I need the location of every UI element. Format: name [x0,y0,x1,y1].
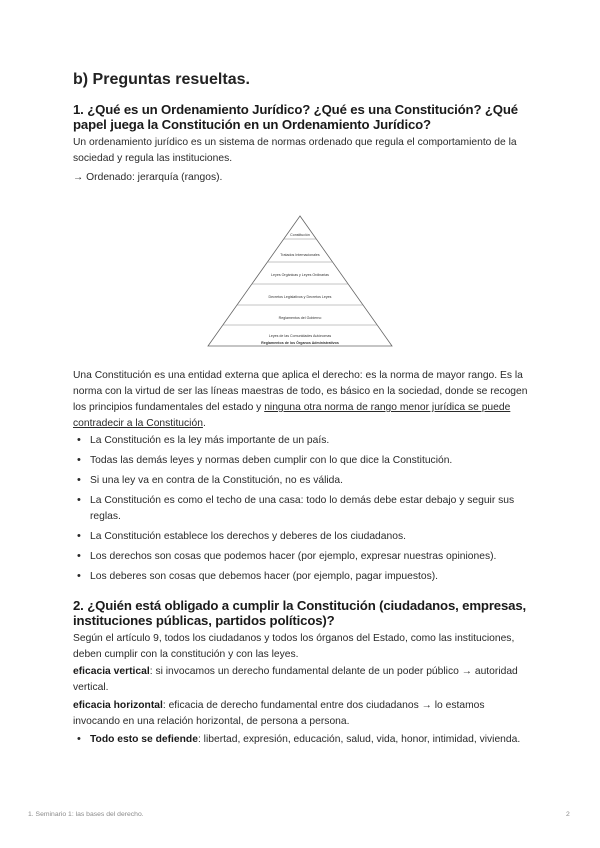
vertical-efficacy-text: : si invocamos un derecho fundamental delante de un poder público → autoridad vertical. [73,666,518,693]
constitution-text: Una Constitución es una entidad externa que aplica el derecho: es la norma de mayor rango. Es la norma con la virtud de ser las líneas maestras de todo, es básico en la sociedad, donde se recogen los principios fundamentales del estado y [73,370,528,413]
footer-document-title: 1. Seminario 1: las bases del derecho. [28,811,144,818]
pyramid-level-3: Leyes Orgánicas y Leyes Ordinarias [271,273,329,277]
list-item [73,732,533,748]
q1-paragraph-definition: Un ordenamiento jurídico es un sistema de normas ordenado que regula el comportamiento de la sociedad y regula las instituciones. [73,137,517,164]
q1-paragraph-constitution [73,368,533,432]
list-item: • La Constitución es como el techo de una casa: todo lo demás debe estar debajo y seguir sus reglas. [73,493,533,524]
pyramid-level-6: Leyes de las Comunidades Autónomas [268,334,332,338]
defended-rights-text: : libertad, expresión, educación, salud, vida, honor, intimidad, vivienda. [197,734,521,745]
list-item: • Todas las demás leyes y normas deben cumplir con lo que dice la Constitución. [73,453,533,469]
q1-bullet-list [73,433,533,589]
question-2-heading: 2. ¿Quién está obligado a cumplir la Constitución (ciudadanos, empresas, instituciones públicas, partidos políticos)? [73,598,527,628]
pyramid-level-2: Tratados Internacionales [280,253,320,257]
vertical-efficacy-label: eficacia vertical [73,666,150,677]
horizontal-efficacy-text: : eficacia de derecho fundamental entre dos ciudadanos → lo estamos invocando en una relación horizontal, de persona a persona. [73,700,485,727]
q2-paragraph-article-9: Según el artículo 9, todos los ciudadanos y todos los órganos del Estado, como las instituciones, deben cumplir con la constitución y con las leyes. [73,633,515,660]
q2-paragraph-horizontal [73,698,533,730]
horizontal-efficacy-label: eficacia horizontal [73,700,163,711]
section-title: b) Preguntas resueltas. [73,71,250,88]
list-item: • La Constitución es la ley más importante de un país. [73,433,533,449]
footer-page-number: 2 [566,811,570,818]
pyramid-level-5: Reglamentos del Gobierno [278,316,322,320]
list-item: • La Constitución establece los derechos y deberes de los ciudadanos. [73,529,533,545]
q2-paragraph-vertical [73,664,533,696]
q1-paragraph-ordered: → Ordenado: jerarquía (rangos). [73,172,223,183]
list-item: • Si una ley va en contra de la Constitución, no es válida. [73,473,533,489]
question-1-heading: 1. ¿Qué es un Ordenamiento Jurídico? ¿Qué es una Constitución? ¿Qué papel juega la Constitución en un Ordenamiento Jurídico? [73,102,518,132]
constitution-underlined-text: ninguna otra norma de rango menor jurídica se puede contradecir a la Constitución [73,402,511,429]
q2-bullet-list [73,732,533,752]
constitution-text-end: . [202,418,206,429]
pyramid-level-1: Constitución [290,233,310,237]
pyramid-level-4: Decretos Legislativos y Decretos Leyes [268,295,332,299]
defended-rights-label: Todo esto se defiende [90,734,198,745]
hierarchy-pyramid-diagram [205,213,395,349]
list-item: • Los deberes son cosas que debemos hacer (por ejemplo, pagar impuestos). [73,569,533,585]
pyramid-level-7: Reglamentos de los Órganos Administrativos [261,341,339,345]
list-item: • Los derechos son cosas que podemos hacer (por ejemplo, expresar nuestras opiniones). [73,549,533,565]
